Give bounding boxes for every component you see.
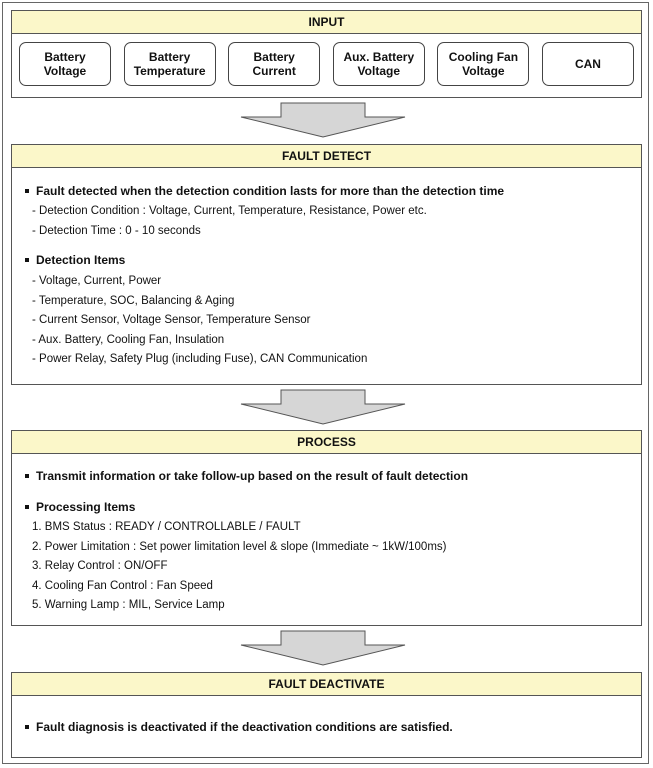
detection-items-list	[32, 272, 631, 370]
fault-deactivate-bullet	[25, 720, 453, 734]
input-aux-battery-voltage: Aux. Battery Voltage	[333, 42, 425, 86]
input-battery-temperature: Battery Temperature	[124, 42, 216, 86]
input-list	[19, 42, 634, 88]
processing-items-heading: Processing Items	[36, 500, 136, 514]
detection-condition-list	[32, 202, 631, 241]
input-section	[11, 10, 642, 98]
process-header: PROCESS	[12, 431, 641, 454]
fault-deactivate-bullet-text: Fault diagnosis is deactivated if the deactivation conditions are satisfied.	[36, 720, 453, 734]
processing-items-bullet	[25, 500, 135, 514]
list-item: - Temperature, SOC, Balancing & Aging	[32, 294, 235, 307]
input-header: INPUT	[12, 11, 641, 34]
process-section	[11, 430, 642, 626]
processing-items-list	[32, 518, 631, 616]
input-cooling-fan-voltage: Cooling Fan Voltage	[437, 42, 529, 86]
fault-deactivate-section	[11, 672, 642, 758]
list-item: 2. Power Limitation : Set power limitation level & slope (Immediate ~ 1kW/100ms)	[32, 540, 447, 553]
bullet-square-icon	[25, 505, 29, 509]
fault-detect-header: FAULT DETECT	[12, 145, 641, 168]
fault-detect-bullet-text: Fault detected when the detection condition lasts for more than the detection time	[36, 184, 505, 198]
list-item: - Detection Condition : Voltage, Current, Temperature, Resistance, Power etc.	[32, 205, 427, 217]
process-bullet	[25, 469, 468, 483]
flow-arrow-3	[237, 630, 409, 666]
flow-arrow-1	[237, 102, 409, 138]
flow-arrow-2	[237, 389, 409, 425]
list-item: 3. Relay Control : ON/OFF	[32, 560, 168, 573]
input-battery-current: Battery Current	[228, 42, 320, 86]
input-battery-voltage: Battery Voltage	[19, 42, 111, 86]
list-item: 1. BMS Status : READY / CONTROLLABLE / FAULT	[32, 521, 301, 533]
list-item: 4. Cooling Fan Control : Fan Speed	[32, 579, 213, 592]
fault-deactivate-header: FAULT DEACTIVATE	[12, 673, 641, 696]
bullet-square-icon	[25, 474, 29, 478]
list-item: - Detection Time : 0 - 10 seconds	[32, 224, 201, 237]
input-can: CAN	[542, 42, 634, 86]
bullet-square-icon	[25, 258, 29, 262]
list-item: - Aux. Battery, Cooling Fan, Insulation	[32, 333, 225, 346]
detection-items-bullet	[25, 253, 125, 267]
list-item: 5. Warning Lamp : MIL, Service Lamp	[32, 599, 225, 612]
process-bullet-text: Transmit information or take follow-up based on the result of fault detection	[36, 469, 469, 483]
list-item: - Current Sensor, Voltage Sensor, Temperature Sensor	[32, 314, 311, 327]
fault-detect-section	[11, 144, 642, 385]
fault-detect-bullet	[25, 184, 504, 198]
list-item: - Voltage, Current, Power	[32, 275, 162, 287]
bullet-square-icon	[25, 725, 29, 729]
bullet-square-icon	[25, 189, 29, 193]
detection-items-heading: Detection Items	[36, 253, 126, 267]
list-item: - Power Relay, Safety Plug (including Fuse), CAN Communication	[32, 353, 368, 366]
